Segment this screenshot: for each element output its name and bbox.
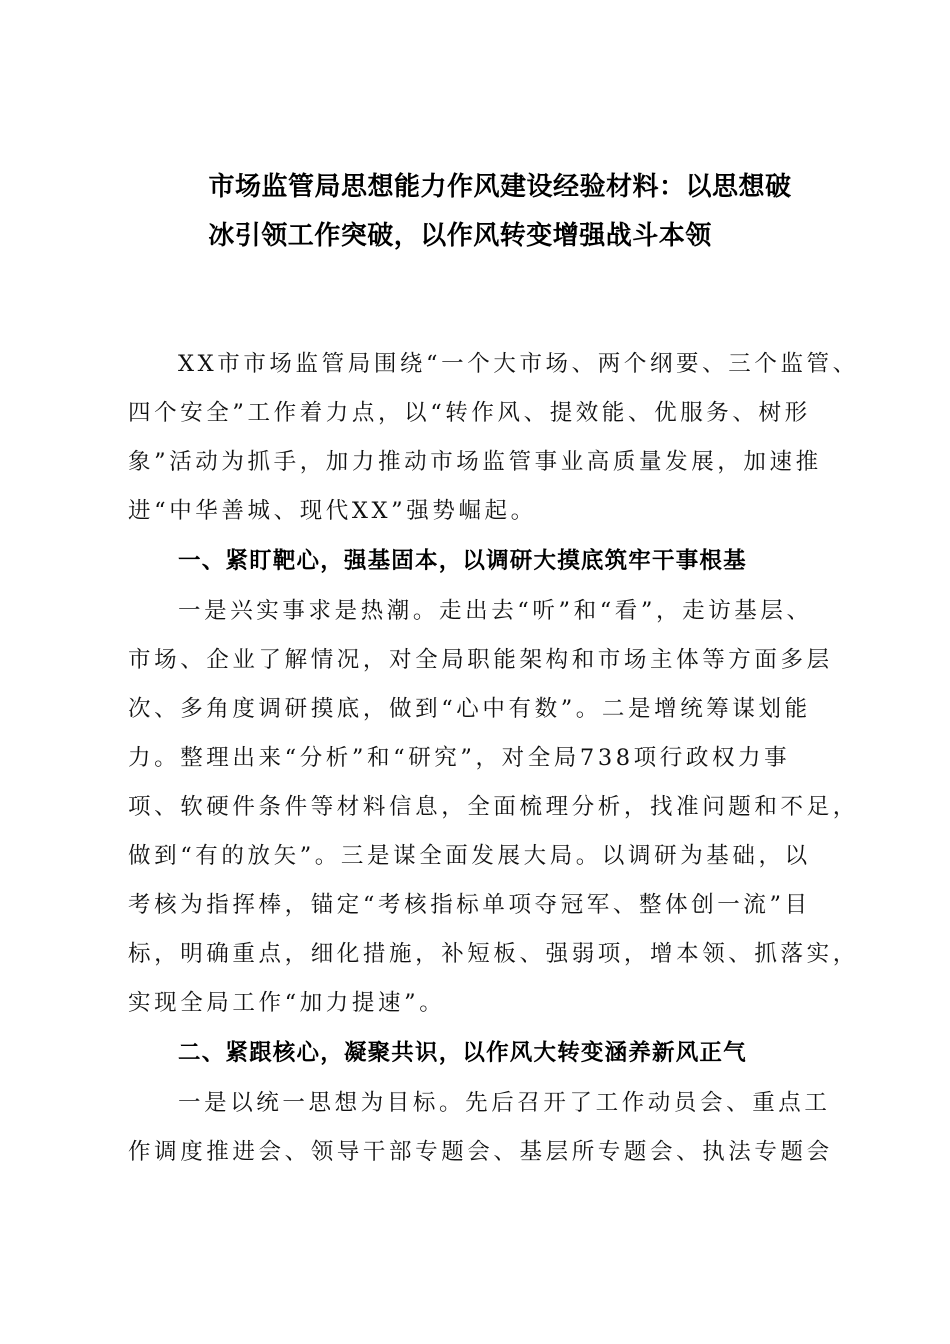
intro-paragraph-line: 进“中华善城、现代XX”强势崛起。 [128, 498, 537, 524]
section-1-paragraph-line: 力。整理出来“分析”和“研究”，对全局738项行政权力事 [128, 745, 791, 771]
document-title-line-1: 市场监管局思想能力作风建设经验材料：以思想破 [208, 172, 792, 202]
section-1-paragraph-line: 次、多角度调研摸底，做到“心中有数”。二是增统筹谋划能 [128, 696, 811, 722]
section-1-paragraph-line: 考核为指挥棒，锚定“考核指标单项夺冠军、整体创一流”目 [128, 892, 811, 918]
section-1-paragraph-line: 市场、企业了解情况，对全局职能架构和市场主体等方面多层 [128, 647, 833, 673]
section-1-paragraph-line: 实现全局工作“加力提速”。 [128, 990, 446, 1016]
intro-paragraph-line: 象”活动为抓手，加力推动市场监管事业高质量发展，加速推 [128, 449, 822, 475]
section-1-paragraph-line: 一是兴实事求是热潮。走出去“听”和“看”，走访基层、 [178, 598, 813, 624]
intro-paragraph-line: XX市市场监管局围绕“一个大市场、两个纲要、三个监管、 [178, 351, 859, 377]
section-1-paragraph-line: 标，明确重点，细化措施，补短板、强弱项，增本领、抓落实， [128, 941, 859, 967]
section-1-paragraph-line: 项、软硬件条件等材料信息，全面梳理分析，找准问题和不足， [128, 794, 859, 820]
intro-paragraph-line: 四个安全”工作着力点，以“转作风、提效能、优服务、树形 [128, 400, 811, 426]
document-title-line-2: 冰引领工作突破，以作风转变增强战斗本领 [208, 221, 712, 251]
section-1-paragraph-line: 做到“有的放矢”。三是谋全面发展大局。以调研为基础，以 [128, 843, 811, 869]
section-2-paragraph-line: 作调度推进会、领导干部专题会、基层所专题会、执法专题会 [128, 1139, 833, 1165]
section-2-paragraph-line: 一是以统一思想为目标。先后召开了工作动员会、重点工 [178, 1090, 831, 1116]
section-2-heading: 二、紧跟核心，凝聚共识，以作风大转变涵养新风正气 [178, 1040, 747, 1066]
section-1-heading: 一、紧盯靶心，强基固本，以调研大摸底筑牢干事根基 [178, 548, 747, 574]
